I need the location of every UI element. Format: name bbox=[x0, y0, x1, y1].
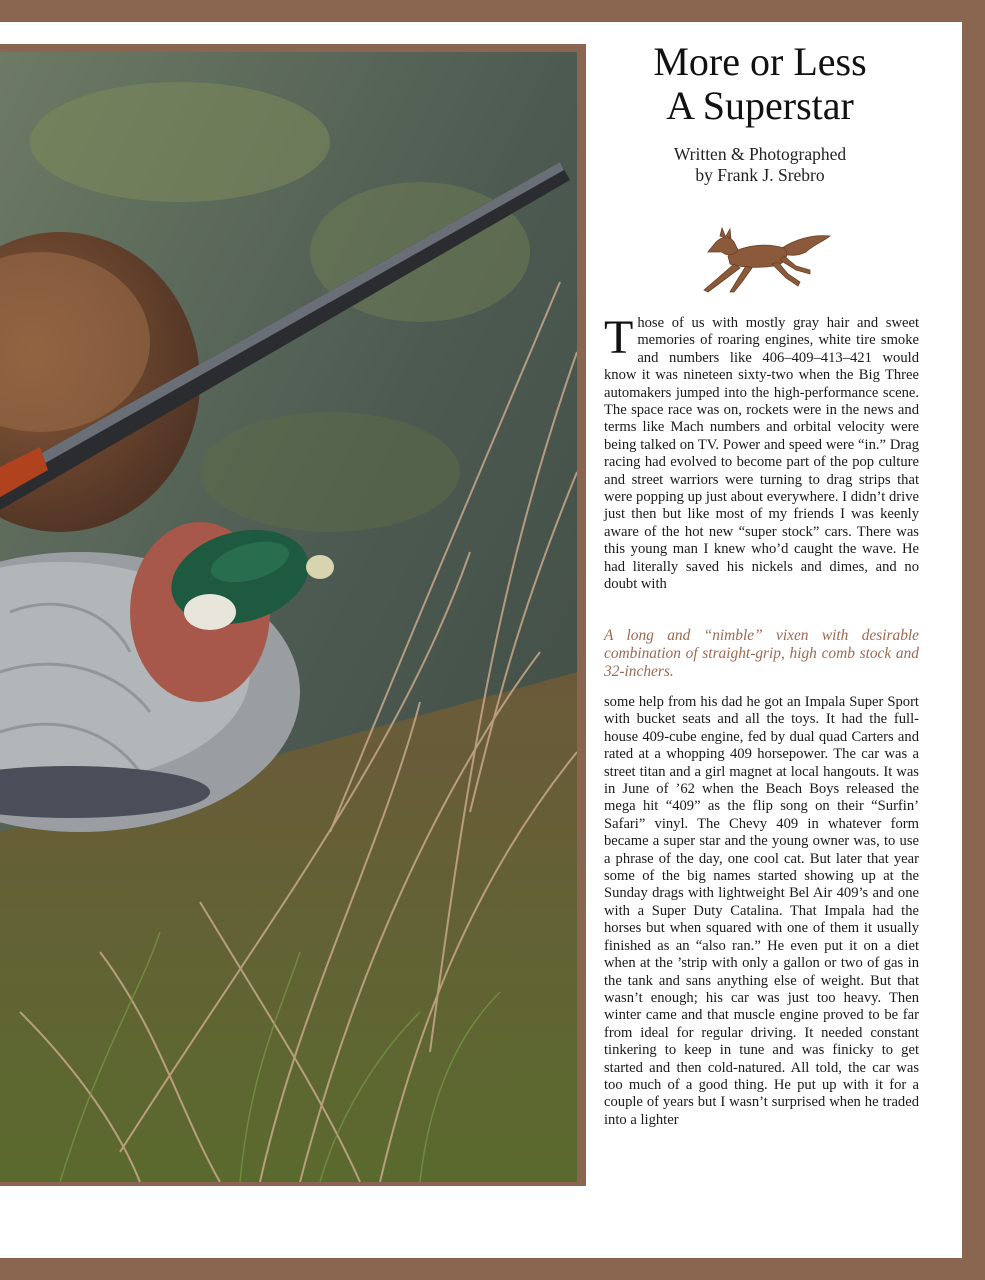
article-paragraph-2: some help from his dad he got an Impala Super Sport with bucket seats and all the toys. It had the full-house 409-cube engine, fed by dual quad Carters and rated at a whopping 409 horsepower. The car was a street titan and a girl magnet at local hangouts. It was in June of ’62 when the Beach Boys released the mega hit “409” as the flip song on their “Surfin’ Safari” vinyl. The Chevy 409 in whatever form became a super star and the young owner was, to use a phrase of the day, one cool cat. But later that year some of the big names started showing up at the Sunday drags with lightweight Bel Air 409’s and one with a Super Duty Catalina. That Impala had the horses but when squared with one of them it usually finished as an “also ran.” He even put it on a diet when at the ’strip with only a gallon or two of gas in the tank and sans anything else of weight. But that wasn’t enough; his car was just too heavy. Then winter came and that muscle engine proved to be far from ideal for regular driving. It needed constant tinkering to keep in tune and was finicky to get started and then cold-natured. All told, the car was too much of a good thing. He put up with it for a couple of years but I wasn’t surprised when he traded into a lighter bbox=[604, 694, 919, 1128]
drop-cap: T bbox=[604, 311, 634, 364]
duck-decoy-shotgun-photo bbox=[0, 52, 577, 1182]
photo-frame bbox=[0, 44, 586, 1186]
title-line-1: More or Less bbox=[653, 39, 867, 84]
pull-quote: A long and “nimble” vixen with desirable combination of straight-grip, high comb stock and 32-inchers. bbox=[604, 627, 919, 680]
running-fox-icon bbox=[694, 212, 834, 294]
title-line-2: A Superstar bbox=[666, 83, 854, 128]
paragraph-1-text: hose of us with mostly gray hair and sweet memories of roaring engines, white tire smoke and numbers like 406–409–413–421 would know it was nineteen sixty-two when the Big Three automakers jumped into the high-performance scene. The space race was on, rockets were in the news and terms like Mach numbers and orbital velocity were being talked on TV. Power and speed were “in.” Drag racing had evolved to become part of the pop culture and street warriors were turning to drag strips that were popping up just about everywhere. I didn’t drive just then but like most of my friends I was keenly aware of the hot new “super stock” cars. There was this young man I knew who’d caught the wave. He had literally saved his nickels and dimes, and no doubt with bbox=[604, 315, 919, 593]
photo-illustration bbox=[0, 52, 577, 1182]
article-paragraph-1 bbox=[604, 311, 919, 594]
article-title bbox=[600, 40, 920, 128]
byline-line-2: by Frank J. Srebro bbox=[695, 165, 825, 185]
byline bbox=[600, 144, 920, 186]
byline-line-1: Written & Photographed bbox=[673, 144, 847, 164]
